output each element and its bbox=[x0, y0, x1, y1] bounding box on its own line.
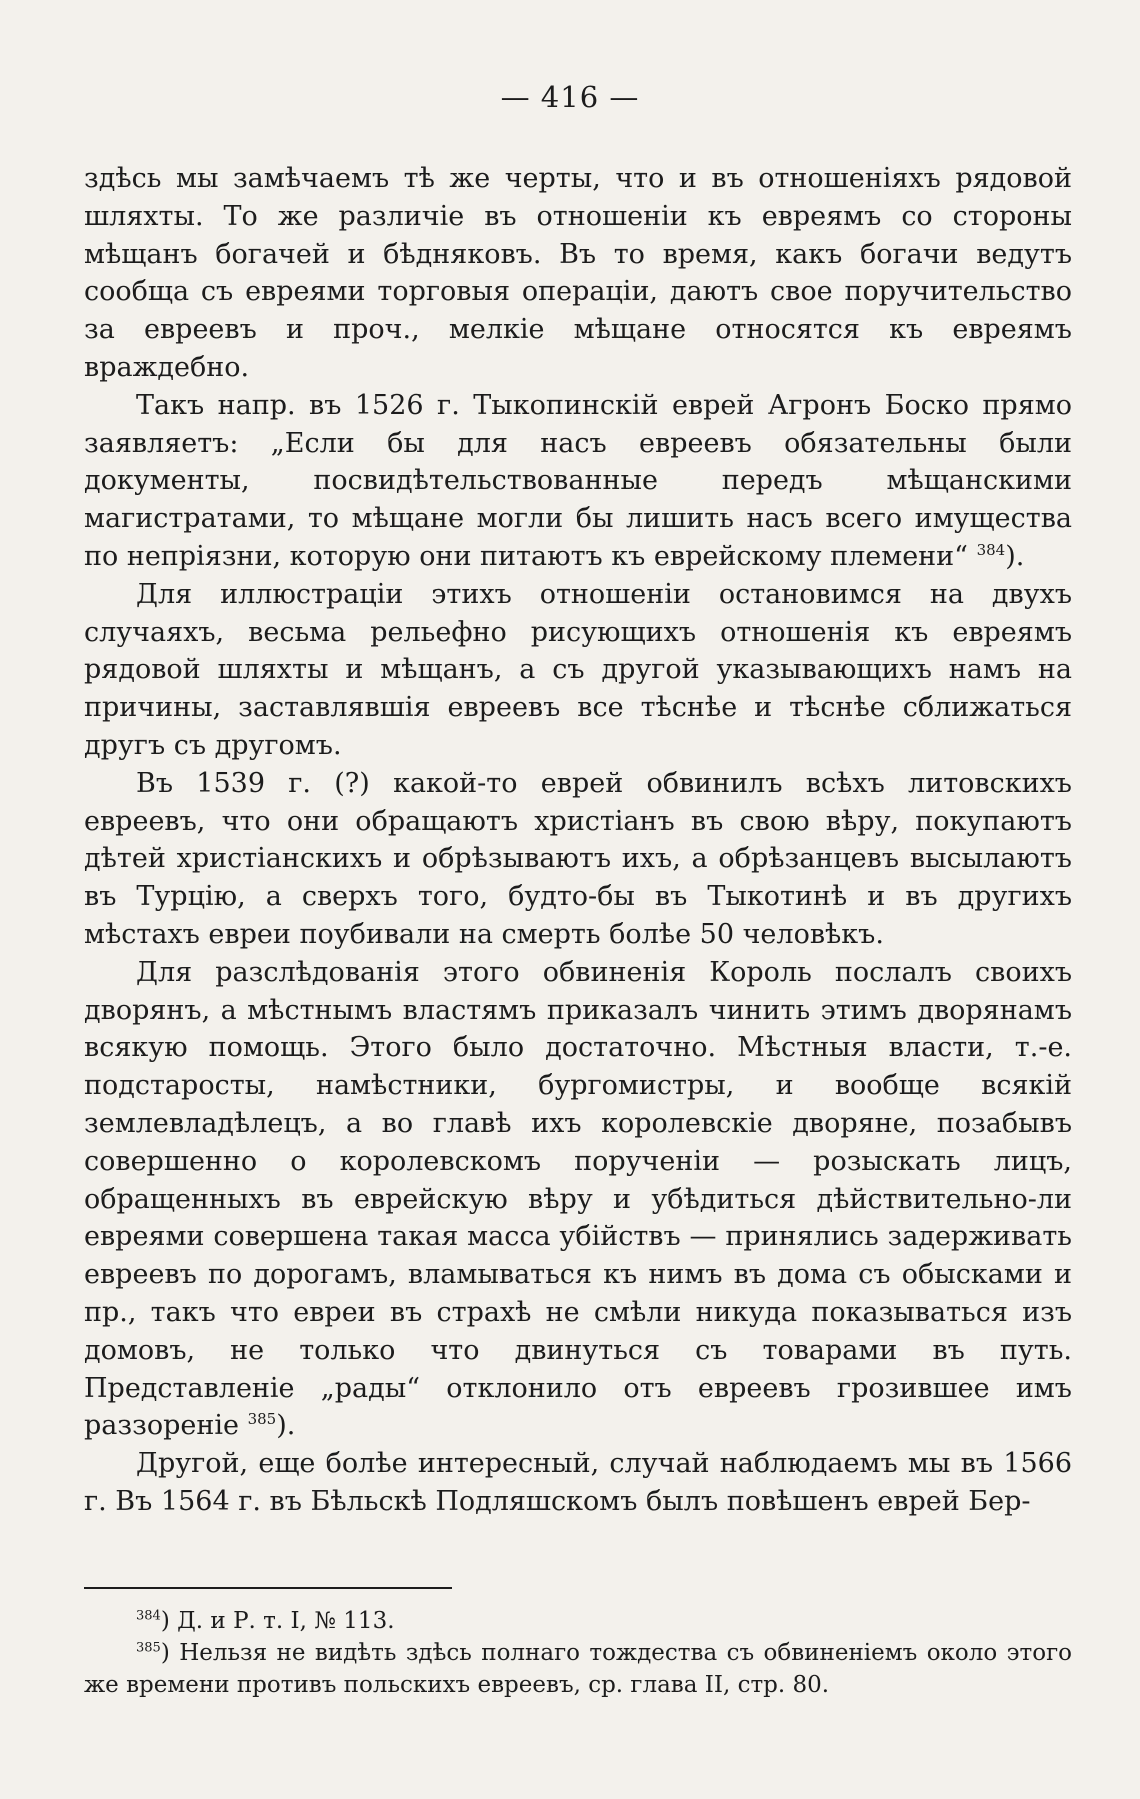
paragraph-5-text: Для разслѣдованія этого обвиненія Король послалъ своихъ дворянъ, а мѣстнымъ властямъ приказалъ чинить этимъ дворянамъ всякую помощь. Этого было достаточно. Мѣстныя власти, т.-е. подстаросты, намѣстники, бургомистры, и вообще всякій землевладѣлецъ, а во главѣ ихъ королевскіе дворяне, позабывъ совершенно о королевскомъ порученіи — розыскать лицъ, обращенныхъ въ еврейскую вѣру и убѣдиться дѣйствительно-ли евреями совершена такая масса убійствъ — принялись задерживать евреевъ по дорогамъ, вламываться къ нимъ въ дома съ обысками и пр., такъ что евреи въ страхѣ не смѣли никуда показываться изъ домовъ, не только что двинуться съ товарами въ путь. Представленіе „рады“ отклонило отъ евреевъ грозившее имъ раззореніе bbox=[84, 956, 1072, 1442]
paragraph-2 bbox=[84, 387, 1072, 576]
paragraph-6: Другой, еще болѣе интересный, случай наблюдаемъ мы въ 1566 г. Въ 1564 г. въ Бѣльскѣ Подляшскомъ былъ повѣшенъ еврей Бер- bbox=[84, 1448, 1072, 1517]
footnote-marker-384: 384 bbox=[136, 1608, 161, 1624]
paragraph-1: здѣсь мы замѣчаемъ тѣ же черты, что и въ отношеніяхъ рядовой шляхты. То же различіе въ отношеніи къ евреямъ со стороны мѣщанъ богачей и бѣдняковъ. Въ то время, какъ богачи ведутъ сообща съ евреями торговыя операціи, даютъ свое поручительство за евреевъ и проч., мелкіе мѣщане относятся къ евреямъ враждебно. bbox=[84, 163, 1072, 383]
paragraph-3: Для иллюстраціи этихъ отношеніи остановимся на двухъ случаяхъ, весьма рельефно рисующихъ отношенія къ евреямъ рядовой шляхты и мѣщанъ, а съ другой указывающихъ намъ на причины, заставлявшія евреевъ все тѣснѣе и тѣснѣе сближаться другъ съ другомъ. bbox=[84, 578, 1072, 761]
footnote-marker-385: 385 bbox=[136, 1640, 161, 1656]
paragraph-5-tail: ). bbox=[276, 1410, 296, 1442]
paragraph-2-text: Такъ напр. въ 1526 г. Тыкопинскій еврей Агронъ Боско прямо заявляетъ: „Если бы для насъ евреевъ обязательны были документы, посвидѣтельствованные передъ мѣщанскими магистратами, то мѣщане могли бы лишить насъ всего имущества по непріязни, которую они питаютъ къ еврейскому племени“ bbox=[84, 389, 1072, 572]
footnote-ref-384: 384 bbox=[976, 540, 1006, 559]
footnote-384-text: ) Д. и Р. т. I, № 113. bbox=[160, 1608, 395, 1634]
footnote-385 bbox=[84, 1637, 1072, 1701]
page-number: — 416 — bbox=[500, 80, 640, 114]
footnote-divider bbox=[84, 1587, 452, 1589]
footnote-ref-385: 385 bbox=[247, 1410, 277, 1429]
footnote-384 bbox=[84, 1605, 1072, 1637]
footnote-385-text: ) Нельзя не видѣть здѣсь полнаго тождества съ обвиненіемъ около этого же времени противъ польскихъ евреевъ, ср. глава II, стр. 80. bbox=[84, 1640, 1072, 1698]
paragraph-2-tail: ). bbox=[1005, 540, 1025, 572]
paragraph-5 bbox=[84, 954, 1072, 1445]
footnotes bbox=[84, 1605, 1072, 1701]
body-text bbox=[84, 160, 1072, 1521]
paragraph-4: Въ 1539 г. (?) какой-то еврей обвинилъ всѣхъ литовскихъ евреевъ, что они обращаютъ христіанъ въ свою вѣру, покупаютъ дѣтей христіанскихъ и обрѣзываютъ ихъ, а обрѣзанцевъ высылаютъ въ Турцію, а сверхъ того, будто-бы въ Тыкотинѣ и въ другихъ мѣстахъ евреи поубивали на смерть болѣе 50 человѣкъ. bbox=[84, 767, 1072, 950]
